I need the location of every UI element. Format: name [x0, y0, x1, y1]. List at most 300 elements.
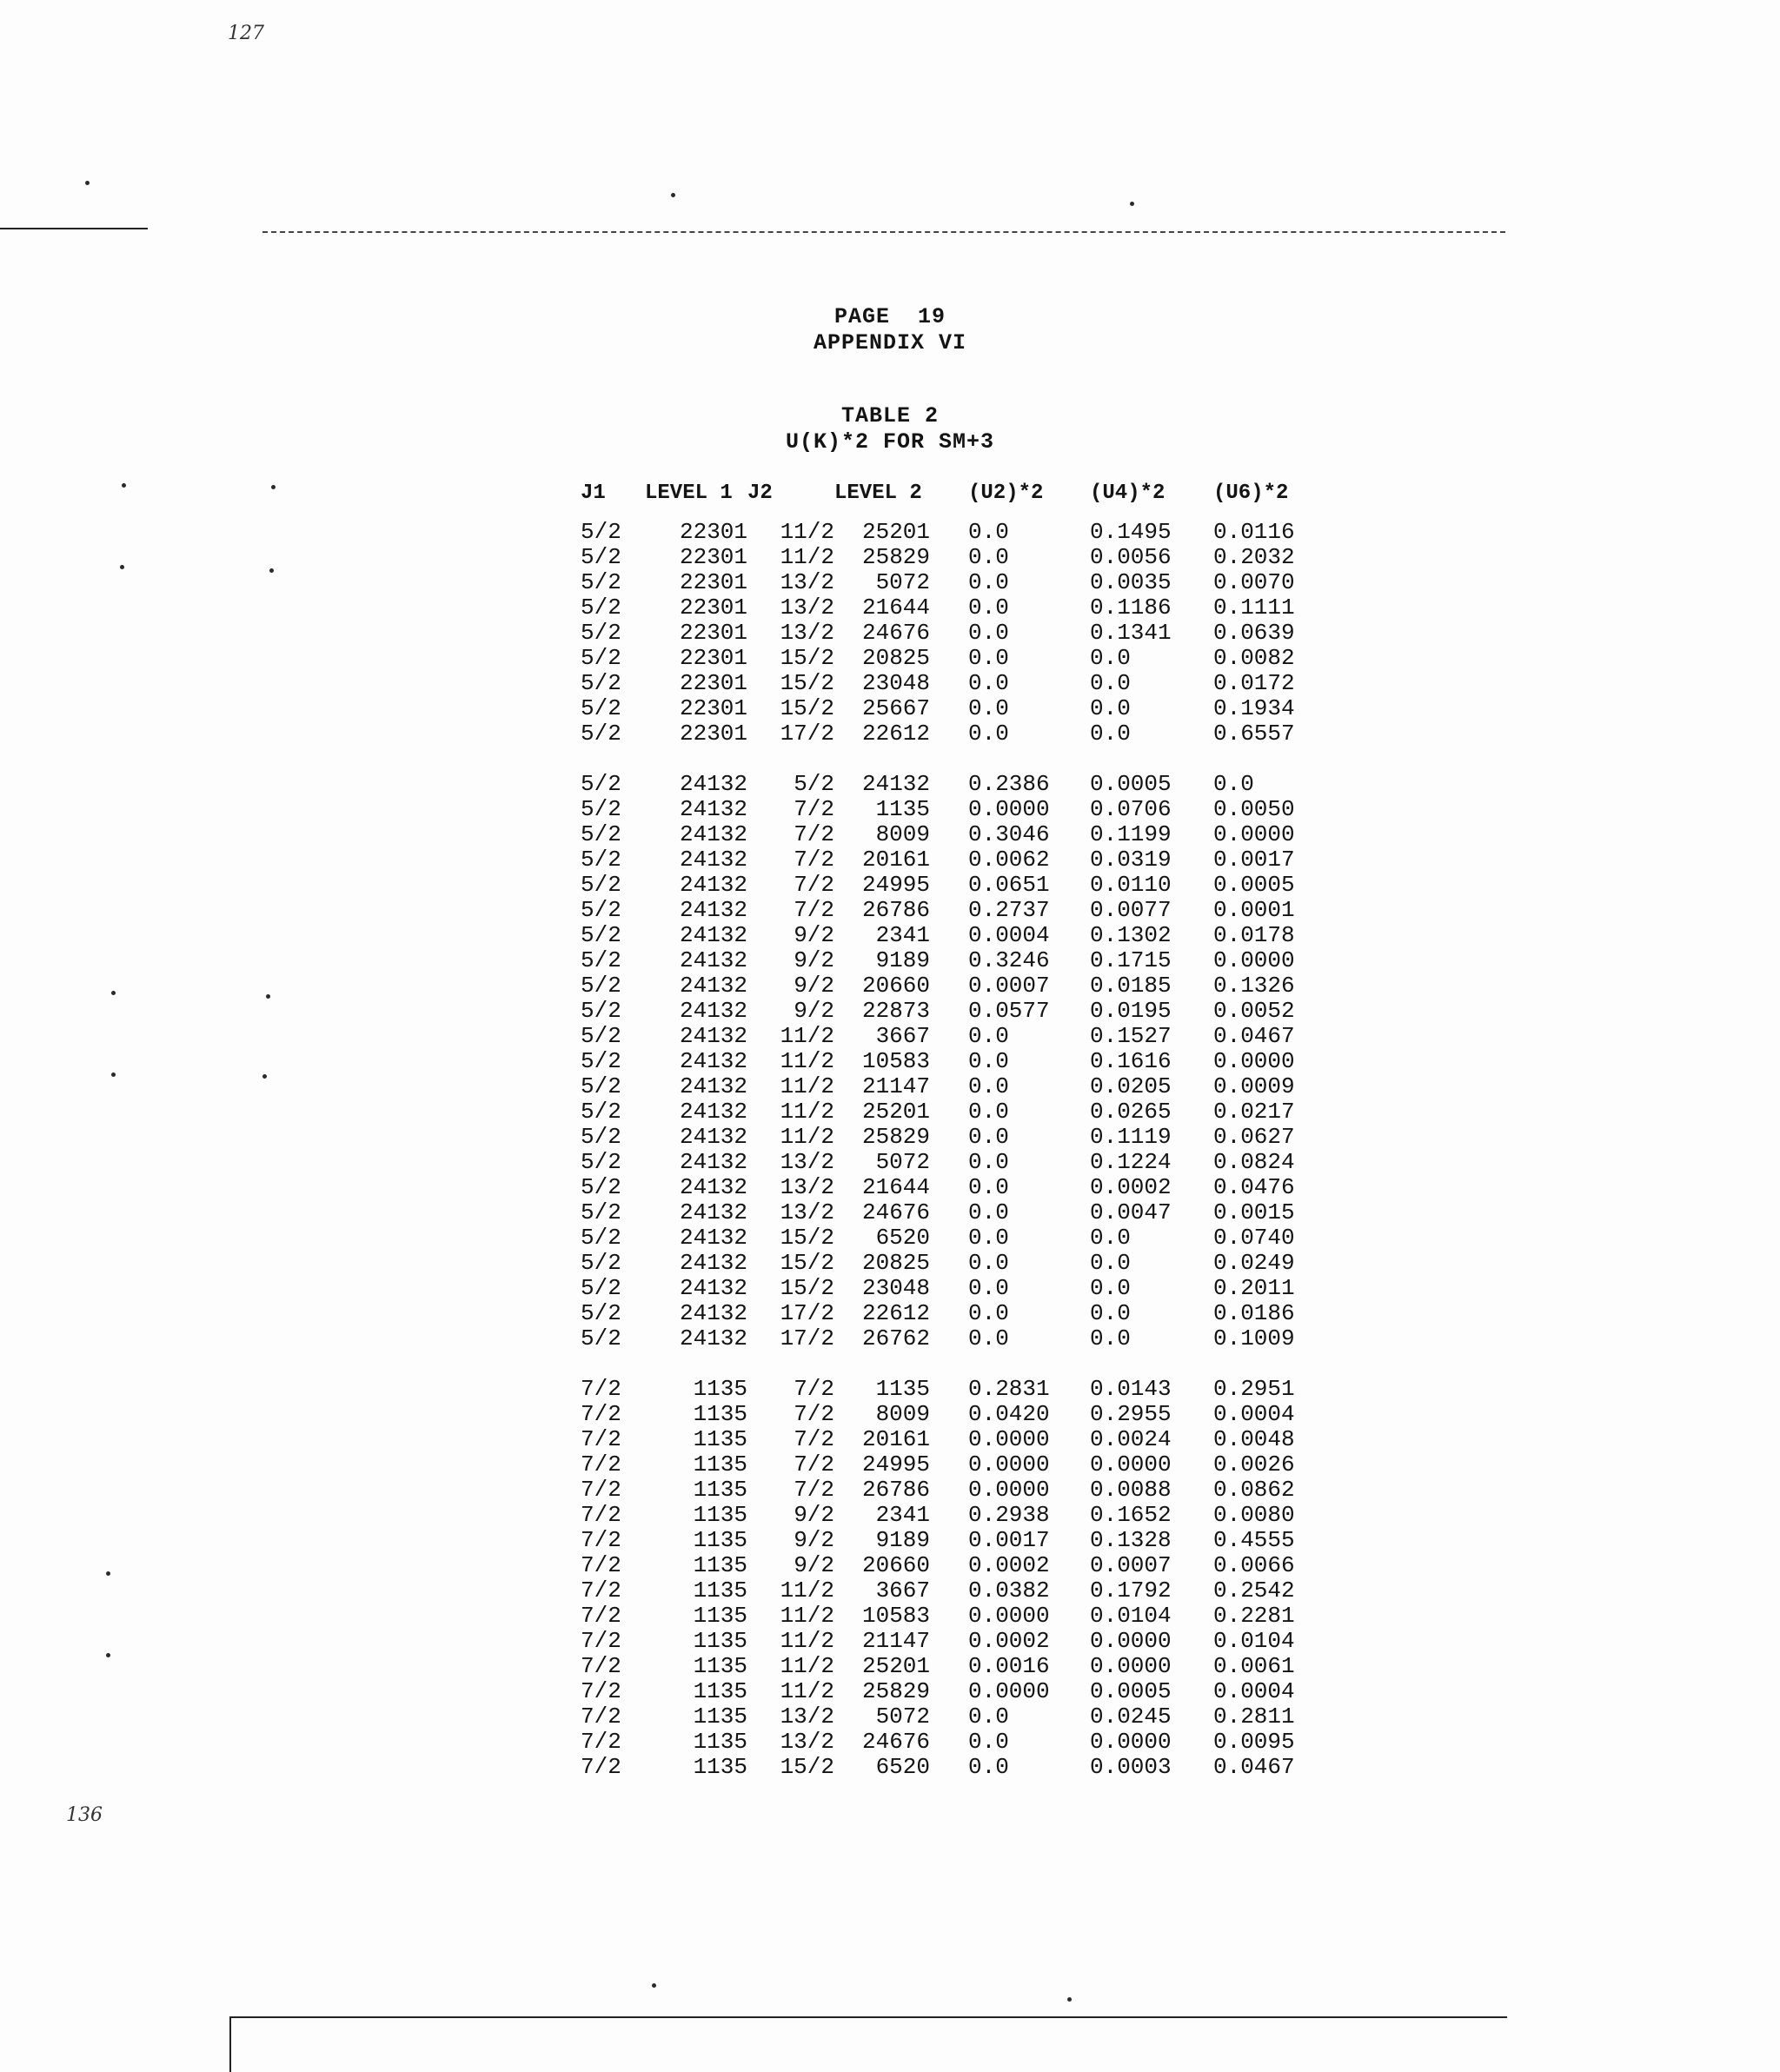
cell-level2: 25667 — [861, 695, 930, 721]
cell-u2: 0.0002 — [968, 1628, 1050, 1654]
cell-u2: 0.0 — [968, 1048, 1009, 1074]
top-rule-left — [0, 228, 148, 229]
cell-j1: 5/2 — [581, 594, 621, 621]
cell-u4: 0.1652 — [1090, 1502, 1172, 1528]
bottom-rule — [229, 2016, 1507, 2018]
cell-j2: 15/2 — [780, 695, 834, 721]
cell-u2: 0.0 — [968, 1250, 1009, 1276]
cell-level1: 1135 — [693, 1577, 747, 1604]
cell-u2: 0.0 — [968, 645, 1009, 671]
cell-j2: 13/2 — [780, 1174, 834, 1200]
cell-j1: 5/2 — [581, 1048, 621, 1074]
table-row — [581, 1326, 1318, 1351]
cell-j2: 11/2 — [780, 1099, 834, 1125]
cell-u2: 0.0 — [968, 1199, 1009, 1225]
table-row — [581, 1578, 1318, 1604]
cell-u6: 0.0172 — [1213, 670, 1295, 696]
cell-j1: 5/2 — [581, 1250, 621, 1276]
cell-j2: 11/2 — [780, 1577, 834, 1604]
cell-u6: 0.0000 — [1213, 821, 1295, 847]
cell-level1: 22301 — [679, 695, 747, 721]
scan-speck — [652, 1983, 656, 1988]
scan-speck — [271, 485, 276, 489]
column-header-u4: (U4)*2 — [1090, 481, 1166, 505]
cell-j2: 17/2 — [780, 1325, 834, 1351]
cell-level2: 20161 — [861, 1426, 930, 1452]
cell-j2: 7/2 — [794, 897, 834, 923]
cell-u6: 0.0217 — [1213, 1099, 1295, 1125]
column-header-j1: J1 — [581, 481, 606, 505]
cell-u2: 0.0 — [968, 519, 1009, 545]
table-row — [581, 696, 1318, 721]
cell-level2: 8009 — [875, 821, 930, 847]
cell-u6: 0.0004 — [1213, 1401, 1295, 1427]
cell-u2: 0.0 — [968, 620, 1009, 646]
cell-j1: 5/2 — [581, 645, 621, 671]
cell-j2: 9/2 — [794, 1552, 834, 1578]
table-row — [581, 721, 1318, 747]
cell-u6: 0.0017 — [1213, 847, 1295, 873]
scan-speck — [1067, 1997, 1072, 2002]
cell-u2: 0.0382 — [968, 1577, 1050, 1604]
cell-j1: 7/2 — [581, 1577, 621, 1604]
cell-j2: 15/2 — [780, 645, 834, 671]
cell-j2: 15/2 — [780, 670, 834, 696]
cell-u2: 0.0 — [968, 1099, 1009, 1125]
cell-u6: 0.1934 — [1213, 695, 1295, 721]
top-rule — [262, 231, 1505, 233]
cell-level1: 24132 — [679, 847, 747, 873]
cell-u4: 0.0035 — [1090, 569, 1172, 595]
cell-j2: 11/2 — [780, 1124, 834, 1150]
table-row — [581, 1225, 1318, 1251]
table-row — [581, 847, 1318, 873]
cell-u2: 0.0 — [968, 1124, 1009, 1150]
cell-level2: 10583 — [861, 1048, 930, 1074]
cell-level1: 1135 — [693, 1552, 747, 1578]
cell-j1: 5/2 — [581, 1073, 621, 1099]
cell-j2: 9/2 — [794, 947, 834, 973]
cell-j2: 9/2 — [794, 1502, 834, 1528]
cell-u4: 0.0 — [1090, 1275, 1131, 1301]
cell-j1: 7/2 — [581, 1477, 621, 1503]
cell-j2: 9/2 — [794, 973, 834, 999]
cell-j2: 17/2 — [780, 721, 834, 747]
cell-u6: 0.0000 — [1213, 947, 1295, 973]
table-row — [581, 747, 1318, 797]
cell-level1: 22301 — [679, 645, 747, 671]
cell-level1: 24132 — [679, 1275, 747, 1301]
cell-u4: 0.1792 — [1090, 1577, 1172, 1604]
table-row — [581, 797, 1318, 822]
cell-level2: 24676 — [861, 1199, 930, 1225]
cell-u4: 0.1302 — [1090, 922, 1172, 948]
cell-u4: 0.1186 — [1090, 594, 1172, 621]
scan-speck — [106, 1653, 110, 1657]
cell-u4: 0.1527 — [1090, 1023, 1172, 1049]
cell-level2: 26786 — [861, 1477, 930, 1503]
table-row — [581, 898, 1318, 923]
table-row — [581, 545, 1318, 570]
cell-level1: 24132 — [679, 1174, 747, 1200]
cell-j2: 13/2 — [780, 569, 834, 595]
cell-u4: 0.0 — [1090, 645, 1131, 671]
cell-level2: 20660 — [861, 1552, 930, 1578]
cell-u6: 0.0095 — [1213, 1729, 1295, 1755]
cell-j1: 5/2 — [581, 695, 621, 721]
cell-level1: 24132 — [679, 796, 747, 822]
table-row — [581, 1402, 1318, 1427]
cell-u4: 0.1341 — [1090, 620, 1172, 646]
cell-u2: 0.0000 — [968, 1678, 1050, 1704]
cell-level1: 24132 — [679, 1124, 747, 1150]
cell-u4: 0.0 — [1090, 721, 1131, 747]
cell-level2: 5072 — [875, 1703, 930, 1730]
cell-u2: 0.0000 — [968, 1477, 1050, 1503]
table-row — [581, 1200, 1318, 1225]
table-row — [581, 923, 1318, 948]
cell-u2: 0.0 — [968, 1754, 1009, 1780]
cell-j1: 5/2 — [581, 847, 621, 873]
table-row — [581, 1629, 1318, 1654]
table-row — [581, 570, 1318, 595]
cell-u6: 0.0082 — [1213, 645, 1295, 671]
cell-level2: 25829 — [861, 1678, 930, 1704]
margin-mark-bottom: 136 — [66, 1804, 103, 1826]
column-header-level2: LEVEL 2 — [834, 481, 922, 505]
scan-speck — [85, 181, 90, 185]
cell-level2: 2341 — [875, 1502, 930, 1528]
cell-j1: 5/2 — [581, 1225, 621, 1251]
cell-level2: 24995 — [861, 872, 930, 898]
cell-level2: 25201 — [861, 1653, 930, 1679]
cell-u4: 0.1616 — [1090, 1048, 1172, 1074]
cell-level1: 24132 — [679, 973, 747, 999]
table-subtitle: U(K)*2 FOR SM+3 — [785, 429, 995, 455]
cell-u4: 0.0024 — [1090, 1426, 1172, 1452]
cell-level2: 24132 — [861, 771, 930, 797]
cell-u6: 0.0061 — [1213, 1653, 1295, 1679]
cell-u4: 0.0000 — [1090, 1653, 1172, 1679]
cell-level2: 24676 — [861, 1729, 930, 1755]
table-row — [581, 822, 1318, 847]
cell-level1: 24132 — [679, 998, 747, 1024]
cell-u6: 0.0052 — [1213, 998, 1295, 1024]
cell-level1: 24132 — [679, 922, 747, 948]
cell-level1: 24132 — [679, 771, 747, 797]
cell-level1: 1135 — [693, 1426, 747, 1452]
cell-u6: 0.2281 — [1213, 1603, 1295, 1629]
cell-level2: 20825 — [861, 645, 930, 671]
table-row — [581, 1755, 1318, 1780]
cell-level2: 6520 — [875, 1225, 930, 1251]
cell-level2: 22873 — [861, 998, 930, 1024]
cell-u6: 0.0004 — [1213, 1678, 1295, 1704]
cell-u2: 0.0000 — [968, 1603, 1050, 1629]
cell-u4: 0.1495 — [1090, 519, 1172, 545]
scan-speck — [120, 565, 124, 569]
cell-u2: 0.0004 — [968, 922, 1050, 948]
cell-level2: 24676 — [861, 620, 930, 646]
cell-u4: 0.1224 — [1090, 1149, 1172, 1175]
cell-level2: 21147 — [861, 1073, 930, 1099]
cell-u4: 0.0077 — [1090, 897, 1172, 923]
cell-u6: 0.0050 — [1213, 796, 1295, 822]
cell-level1: 24132 — [679, 872, 747, 898]
cell-u4: 0.1119 — [1090, 1124, 1172, 1150]
cell-j2: 9/2 — [794, 998, 834, 1024]
cell-u2: 0.0 — [968, 1275, 1009, 1301]
table-row — [581, 520, 1318, 545]
cell-u6: 0.0080 — [1213, 1502, 1295, 1528]
cell-j1: 7/2 — [581, 1653, 621, 1679]
cell-u4: 0.0000 — [1090, 1628, 1172, 1654]
cell-u4: 0.0 — [1090, 695, 1131, 721]
data-table — [581, 481, 1318, 1780]
cell-u6: 0.0001 — [1213, 897, 1295, 923]
cell-j2: 15/2 — [780, 1754, 834, 1780]
cell-level1: 22301 — [679, 519, 747, 545]
scan-speck — [106, 1571, 110, 1576]
cell-j1: 7/2 — [581, 1527, 621, 1553]
cell-j2: 13/2 — [780, 594, 834, 621]
cell-j1: 5/2 — [581, 947, 621, 973]
table-row — [581, 999, 1318, 1024]
cell-level1: 22301 — [679, 620, 747, 646]
cell-level1: 24132 — [679, 1099, 747, 1125]
cell-u4: 0.0 — [1090, 1300, 1131, 1326]
table-row — [581, 1099, 1318, 1125]
cell-u4: 0.0056 — [1090, 544, 1172, 570]
table-row — [581, 1704, 1318, 1730]
cell-u2: 0.0000 — [968, 1426, 1050, 1452]
column-header-u2: (U2)*2 — [968, 481, 1044, 505]
cell-u4: 0.0002 — [1090, 1174, 1172, 1200]
cell-j2: 7/2 — [794, 872, 834, 898]
cell-level2: 23048 — [861, 670, 930, 696]
cell-level2: 21644 — [861, 594, 930, 621]
cell-u2: 0.0 — [968, 1729, 1009, 1755]
cell-level1: 22301 — [679, 670, 747, 696]
cell-u4: 0.0319 — [1090, 847, 1172, 873]
cell-j2: 15/2 — [780, 1275, 834, 1301]
cell-u6: 0.0476 — [1213, 1174, 1295, 1200]
cell-level2: 25829 — [861, 544, 930, 570]
cell-j1: 5/2 — [581, 1199, 621, 1225]
cell-u4: 0.0 — [1090, 1325, 1131, 1351]
cell-u2: 0.2938 — [968, 1502, 1050, 1528]
cell-level2: 6520 — [875, 1754, 930, 1780]
cell-j1: 5/2 — [581, 1325, 621, 1351]
cell-u6: 0.0178 — [1213, 922, 1295, 948]
cell-level1: 1135 — [693, 1703, 747, 1730]
cell-j2: 13/2 — [780, 1199, 834, 1225]
cell-j1: 5/2 — [581, 922, 621, 948]
cell-u4: 0.0195 — [1090, 998, 1172, 1024]
cell-u4: 0.1715 — [1090, 947, 1172, 973]
cell-level2: 5072 — [875, 1149, 930, 1175]
scan-speck — [1130, 202, 1134, 206]
cell-u2: 0.0062 — [968, 847, 1050, 873]
cell-u2: 0.0 — [968, 1023, 1009, 1049]
cell-j2: 7/2 — [794, 821, 834, 847]
cell-u4: 0.1328 — [1090, 1527, 1172, 1553]
cell-level2: 22612 — [861, 1300, 930, 1326]
table-row — [581, 948, 1318, 973]
cell-u6: 0.0005 — [1213, 872, 1295, 898]
cell-level1: 24132 — [679, 1048, 747, 1074]
cell-u2: 0.0420 — [968, 1401, 1050, 1427]
cell-level2: 9189 — [875, 947, 930, 973]
cell-level1: 1135 — [693, 1401, 747, 1427]
scan-speck — [111, 1073, 116, 1077]
cell-u2: 0.0651 — [968, 872, 1050, 898]
cell-u4: 0.0000 — [1090, 1729, 1172, 1755]
cell-j1: 5/2 — [581, 721, 621, 747]
cell-level1: 1135 — [693, 1451, 747, 1478]
table-row — [581, 1276, 1318, 1301]
cell-j2: 11/2 — [780, 1603, 834, 1629]
cell-u6: 0.0066 — [1213, 1552, 1295, 1578]
cell-level2: 8009 — [875, 1401, 930, 1427]
cell-u2: 0.0 — [968, 1325, 1009, 1351]
cell-j1: 5/2 — [581, 897, 621, 923]
cell-u6: 0.0740 — [1213, 1225, 1295, 1251]
scan-speck — [671, 193, 675, 197]
cell-j1: 5/2 — [581, 771, 621, 797]
cell-j1: 5/2 — [581, 569, 621, 595]
cell-j1: 7/2 — [581, 1678, 621, 1704]
table-row — [581, 1301, 1318, 1326]
cell-j1: 5/2 — [581, 544, 621, 570]
cell-level1: 1135 — [693, 1754, 747, 1780]
appendix-label: APPENDIX VI — [813, 330, 967, 355]
cell-u6: 0.2811 — [1213, 1703, 1295, 1730]
table-row — [581, 1125, 1318, 1150]
cell-u2: 0.3046 — [968, 821, 1050, 847]
cell-j2: 9/2 — [794, 1527, 834, 1553]
cell-level1: 1135 — [693, 1628, 747, 1654]
cell-j2: 7/2 — [794, 1451, 834, 1478]
cell-u4: 0.0088 — [1090, 1477, 1172, 1503]
cell-level1: 24132 — [679, 1250, 747, 1276]
cell-u4: 0.0265 — [1090, 1099, 1172, 1125]
scan-speck — [111, 991, 116, 995]
cell-level1: 1135 — [693, 1527, 747, 1553]
cell-j2: 7/2 — [794, 1426, 834, 1452]
cell-j2: 5/2 — [794, 771, 834, 797]
column-header-j2: J2 — [747, 481, 773, 505]
page-number-label: PAGE 19 — [834, 304, 946, 329]
cell-u6: 0.0026 — [1213, 1451, 1295, 1478]
cell-u2: 0.0017 — [968, 1527, 1050, 1553]
cell-u6: 0.0 — [1213, 771, 1254, 797]
cell-u2: 0.0000 — [968, 796, 1050, 822]
cell-level1: 22301 — [679, 569, 747, 595]
cell-u6: 0.2011 — [1213, 1275, 1295, 1301]
table-row — [581, 1150, 1318, 1175]
cell-j2: 13/2 — [780, 620, 834, 646]
cell-u6: 0.6557 — [1213, 721, 1295, 747]
table-row — [581, 1452, 1318, 1478]
cell-u2: 0.0 — [968, 1225, 1009, 1251]
cell-level2: 9189 — [875, 1527, 930, 1553]
cell-level1: 24132 — [679, 1199, 747, 1225]
table-row — [581, 1553, 1318, 1578]
cell-u6: 0.4555 — [1213, 1527, 1295, 1553]
cell-level1: 24132 — [679, 1073, 747, 1099]
table-row — [581, 873, 1318, 898]
table-row — [581, 595, 1318, 621]
cell-level2: 20825 — [861, 1250, 930, 1276]
cell-j1: 5/2 — [581, 519, 621, 545]
cell-level2: 25829 — [861, 1124, 930, 1150]
cell-u6: 0.2542 — [1213, 1577, 1295, 1604]
table-row — [581, 1478, 1318, 1503]
cell-j1: 5/2 — [581, 1149, 621, 1175]
cell-u4: 0.0245 — [1090, 1703, 1172, 1730]
cell-j2: 7/2 — [794, 847, 834, 873]
cell-j1: 5/2 — [581, 1023, 621, 1049]
cell-j2: 11/2 — [780, 1653, 834, 1679]
table-row — [581, 671, 1318, 696]
cell-level1: 24132 — [679, 1325, 747, 1351]
cell-j1: 5/2 — [581, 998, 621, 1024]
cell-j1: 5/2 — [581, 1300, 621, 1326]
page-heading — [0, 304, 1780, 455]
cell-j2: 15/2 — [780, 1225, 834, 1251]
table-row — [581, 1427, 1318, 1452]
cell-u6: 0.2951 — [1213, 1376, 1295, 1402]
cell-level1: 1135 — [693, 1653, 747, 1679]
table-row — [581, 646, 1318, 671]
scan-speck — [122, 483, 126, 488]
cell-u6: 0.0467 — [1213, 1023, 1295, 1049]
cell-u4: 0.0 — [1090, 1225, 1131, 1251]
cell-level1: 1135 — [693, 1603, 747, 1629]
cell-u4: 0.0205 — [1090, 1073, 1172, 1099]
margin-mark-top: 127 — [228, 23, 264, 44]
cell-j1: 5/2 — [581, 620, 621, 646]
cell-j1: 7/2 — [581, 1703, 621, 1730]
cell-u4: 0.2955 — [1090, 1401, 1172, 1427]
table-row — [581, 1024, 1318, 1049]
cell-j2: 7/2 — [794, 1401, 834, 1427]
cell-u4: 0.0005 — [1090, 1678, 1172, 1704]
cell-u2: 0.0 — [968, 1073, 1009, 1099]
cell-j1: 5/2 — [581, 670, 621, 696]
cell-u6: 0.0862 — [1213, 1477, 1295, 1503]
cell-level2: 5072 — [875, 569, 930, 595]
cell-u6: 0.2032 — [1213, 544, 1295, 570]
cell-u4: 0.0 — [1090, 670, 1131, 696]
cell-u2: 0.2831 — [968, 1376, 1050, 1402]
cell-u6: 0.0070 — [1213, 569, 1295, 595]
cell-level2: 24995 — [861, 1451, 930, 1478]
cell-j1: 5/2 — [581, 872, 621, 898]
cell-j2: 13/2 — [780, 1703, 834, 1730]
cell-u6: 0.0186 — [1213, 1300, 1295, 1326]
cell-level2: 26786 — [861, 897, 930, 923]
cell-j1: 5/2 — [581, 1099, 621, 1125]
cell-u2: 0.0016 — [968, 1653, 1050, 1679]
cell-level2: 21644 — [861, 1174, 930, 1200]
cell-u6: 0.0627 — [1213, 1124, 1295, 1150]
cell-level2: 1135 — [875, 1376, 930, 1402]
cell-j2: 11/2 — [780, 519, 834, 545]
cell-j2: 17/2 — [780, 1300, 834, 1326]
table-row — [581, 1730, 1318, 1755]
